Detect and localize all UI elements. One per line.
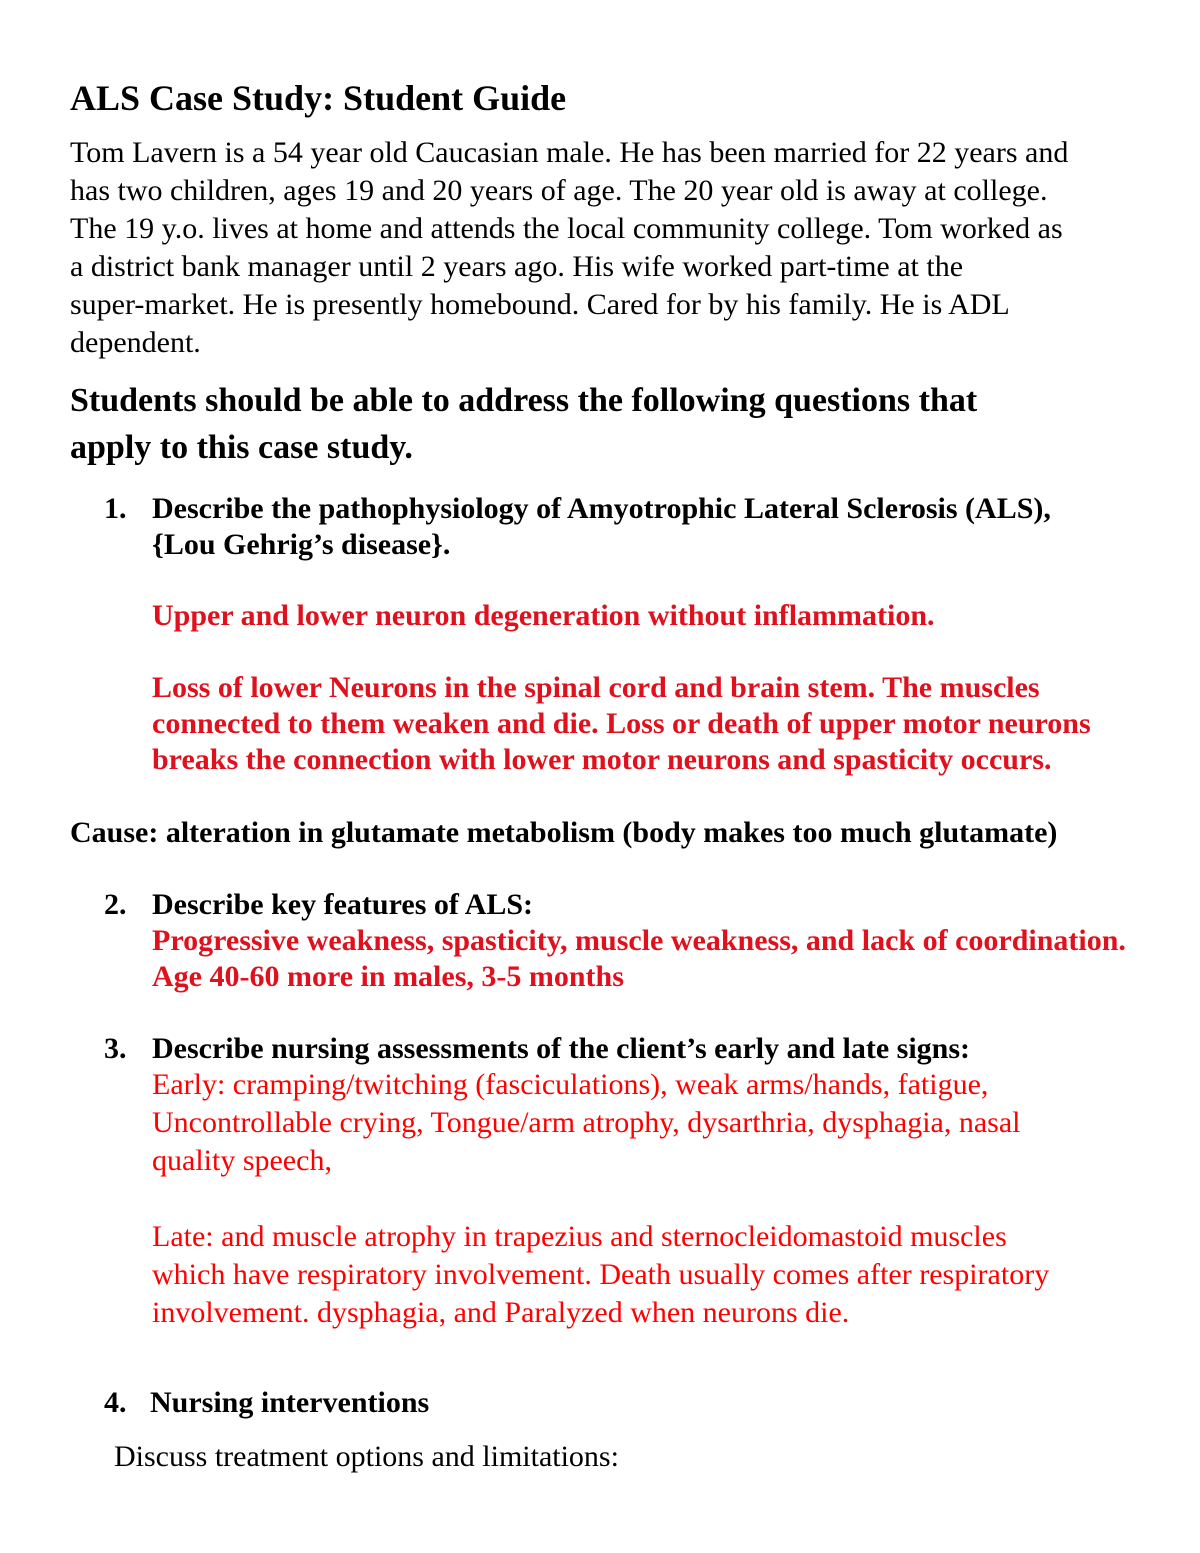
answer-text: Uncontrollable crying, Tongue/arm atrophy, dysarthria, dysphagia, nasal	[152, 1106, 1021, 1139]
answer-text: Loss of lower Neurons in the spinal cord and brain stem. The muscles	[152, 671, 1040, 704]
answer-text: Upper and lower neuron degeneration without inflammation.	[152, 599, 935, 632]
question-number: 3.	[104, 1032, 127, 1065]
instructions-line: Students should be able to address the following questions that	[70, 382, 978, 419]
question-text: Describe nursing assessments of the client’s early and late signs:	[152, 1032, 971, 1065]
question-number: 2.	[104, 888, 127, 921]
intro-line: super-market. He is presently homebound. Cared for by his family. He is ADL	[70, 288, 1010, 321]
answer-text: Age 40-60 more in males, 3-5 months	[152, 960, 624, 993]
document-title: ALS Case Study: Student Guide	[70, 78, 567, 118]
question-text: Nursing interventions	[150, 1386, 430, 1419]
question-text: {Lou Gehrig’s disease}.	[152, 528, 451, 561]
answer-text: which have respiratory involvement. Death usually comes after respiratory	[152, 1258, 1050, 1291]
intro-line: dependent.	[70, 326, 201, 359]
question-text: Describe key features of ALS:	[152, 888, 534, 921]
intro-line: The 19 y.o. lives at home and attends the local community college. Tom worked as	[70, 212, 1063, 245]
instructions-line: apply to this case study.	[70, 429, 413, 466]
answer-text: Early: cramping/twitching (fasciculations), weak arms/hands, fatigue,	[152, 1068, 989, 1101]
answer-text: Progressive weakness, spasticity, muscle weakness, and lack of coordination.	[152, 924, 1126, 957]
question-number: 4.	[104, 1386, 127, 1419]
intro-line: a district bank manager until 2 years ago. His wife worked part-time at the	[70, 250, 964, 283]
answer-text: breaks the connection with lower motor neurons and spasticity occurs.	[152, 743, 1052, 776]
answer-text: connected to them weaken and die. Loss or death of upper motor neurons	[152, 707, 1091, 740]
answer-text: quality speech,	[152, 1144, 332, 1177]
intro-line: Tom Lavern is a 54 year old Caucasian male. He has been married for 22 years and	[70, 136, 1069, 169]
answer-text: involvement. dysphagia, and Paralyzed when neurons die.	[152, 1296, 850, 1329]
question-text: Describe the pathophysiology of Amyotrophic Lateral Sclerosis (ALS),	[152, 492, 1051, 525]
answer-text: Late: and muscle atrophy in trapezius and sternocleidomastoid muscles	[152, 1220, 1007, 1253]
intro-line: has two children, ages 19 and 20 years of age. The 20 year old is away at college.	[70, 174, 1048, 207]
question-prompt: Discuss treatment options and limitations:	[114, 1440, 619, 1473]
question-number: 1.	[104, 492, 127, 525]
cause-text: Cause: alteration in glutamate metabolism (body makes too much glutamate)	[70, 816, 1058, 849]
